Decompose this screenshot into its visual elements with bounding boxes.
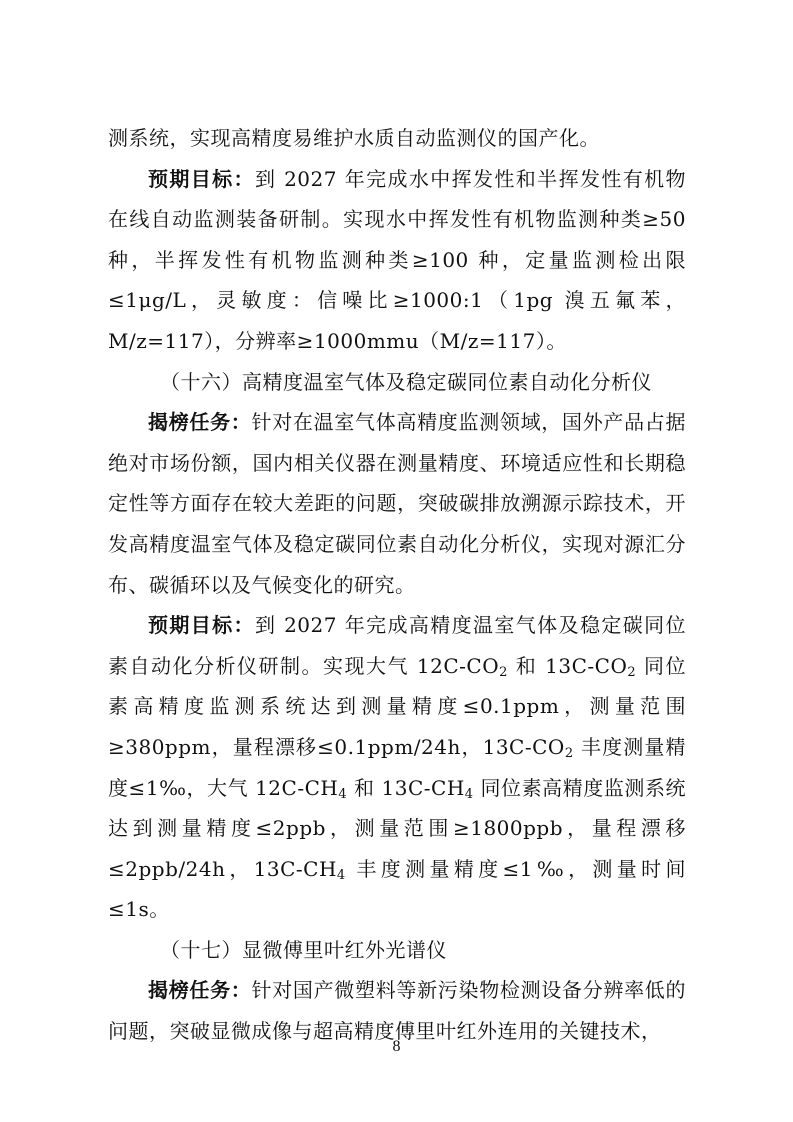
expected-goal-label: 预期目标： xyxy=(148,166,255,191)
goal-text-part: 丰度测量精度≤1‰，大气 12C-CH xyxy=(108,734,687,800)
subscript: 4 xyxy=(338,786,348,802)
task-text: 针对国产微塑料等新污染物检测设备分辨率低的问题，突破显微成像与超高精度傅里叶红外连用的关键技术， xyxy=(108,978,686,1044)
goal-text-part: 和 13C-CH xyxy=(347,775,465,800)
page-number: 8 xyxy=(392,1038,401,1055)
section-heading-16: （十六）高精度温室气体及稳定碳同位素自动化分析仪 xyxy=(160,369,652,394)
subscript: 2 xyxy=(627,664,637,680)
goal-text-part: 同位素高精度监测系统达到测量精度≤0.1ppm，测量范围≥380ppm，量程漂移≤0.1ppm/24h，13C-CO xyxy=(108,653,686,759)
expected-goal-label: 预期目标： xyxy=(148,613,255,638)
subscript: 2 xyxy=(564,745,574,761)
task-label: 揭榜任务： xyxy=(148,978,252,1003)
goal-text-part: 丰度测量精度≤1‰，测量时间≤1s。 xyxy=(108,856,686,922)
subscript: 4 xyxy=(464,786,474,802)
task-label: 揭榜任务： xyxy=(148,410,252,435)
goal-text-part: 到 2027 年完成高精度温室气体及稳定碳同位素自动化分析仪研制。实现大气 12C-CO xyxy=(108,613,686,678)
task-text: 针对在温室气体高精度监测领域，国外产品占据绝对市场份额，国内相关仪器在测量精度、环境适应性和长期稳定性等方面存在较大差距的问题，突破碳排放溯源示踪技术，开发高精度温室气体及稳定碳同位素自动化分析仪，实现对源汇分布、碳循环以及气候变化的研究。 xyxy=(108,410,686,597)
goal-text-part: 同位素高精度监测系统达到测量精度≤2ppb，测量范围≥1800ppb，量程漂移≤2ppb/24h，13C-CH xyxy=(108,775,687,881)
goal-text-part: 和 13C-CO xyxy=(507,653,628,678)
paragraph-continuation: 测系统，实现高精度易维护水质自动监测仪的国产化。 xyxy=(108,126,600,150)
paragraph-expected-goal-15 xyxy=(108,159,686,362)
paragraph-expected-goal-16 xyxy=(108,605,686,930)
paragraph-task-16 xyxy=(108,402,686,605)
section-heading-17: （十七）显微傅里叶红外光谱仪 xyxy=(160,937,447,962)
expected-goal-text: 到 2027 年完成水中挥发性和半挥发性有机物在线自动监测装备研制。实现水中挥发性有机物监测种类≥50 种，半挥发性有机物监测种类≥100 种，定量监测检出限≤1μg/L，灵敏度：信噪比≥1000:1（1pg 溴五氟苯，M/z=117），分辨率≥1000mmu（M/z=117）。 xyxy=(108,166,686,353)
document-body xyxy=(108,118,686,1052)
subscript: 4 xyxy=(336,867,346,883)
subscript: 2 xyxy=(499,664,508,680)
